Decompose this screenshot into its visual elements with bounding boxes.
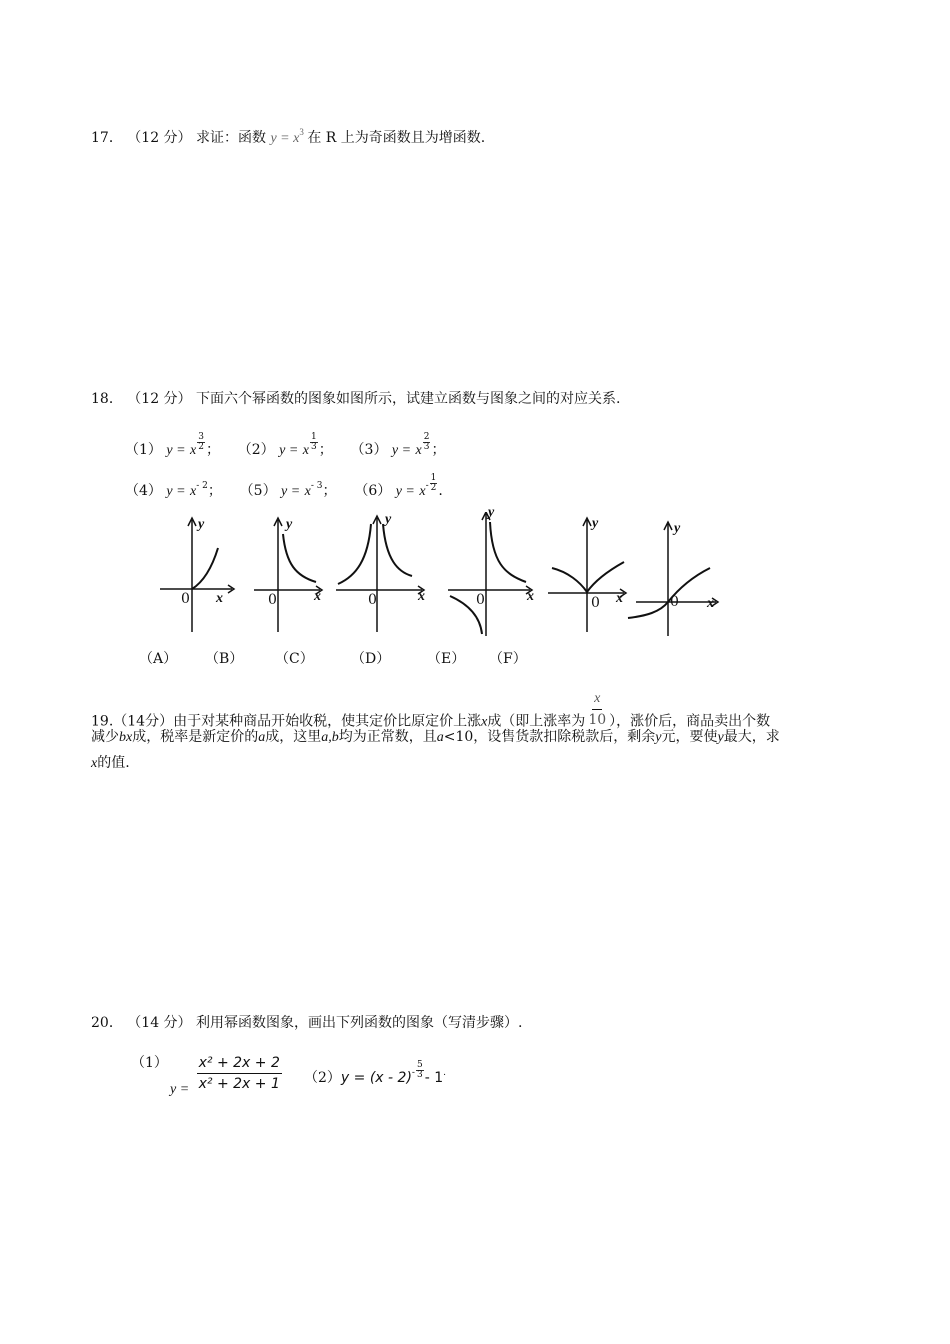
graph-b (254, 518, 322, 632)
graph-d (448, 512, 532, 636)
q19-line-1: 19.（14分）由于对某种商品开始收税，使其定价比原定价上涨x成（即上涨率为 $\frac{x}{10}$ ），涨价后，商品卖出个数 (91, 691, 771, 730)
q17-number: 17． (91, 130, 123, 146)
q20-part-2: （2）y = (x - 2)- $\frac{5}{3}$ - 1. (304, 1059, 446, 1086)
graph-label-f: （F） (489, 651, 527, 667)
q20-line (91, 1013, 522, 1033)
graph-c-ylabel: y (385, 512, 392, 527)
q20-fraction: $\frac{\text{x² + 2x + 2}}{\text{x² + 2x + 1}}$ (198, 1055, 280, 1092)
graph-label-a: （A） (139, 651, 178, 667)
graph-label-b: （B） (205, 651, 244, 667)
graph-c (336, 516, 424, 632)
q18-text: 下面六个幂函数的图象如图所示，试建立函数与图象之间的对应关系. (196, 391, 621, 407)
q19-fraction: $\frac{x}{10}$ (588, 691, 607, 728)
graph-b-origin: 0 (268, 592, 277, 608)
graph-f-ylabel: y (674, 521, 681, 536)
q17-text-before: 求证：函数 (196, 130, 266, 146)
q20-number: 20． (91, 1015, 123, 1031)
q18-functions-row-2 (125, 472, 443, 503)
q19-line-2: 减少bx成，税率是新定价的a成，这里a,b均为正常数，且a<10，设售货款扣除税款后，剩余y元，要使y最大，求 (91, 729, 780, 745)
q18-func-5: （5） $y = x^{- 3}$； (239, 481, 337, 499)
graph-b-ylabel: y (286, 517, 293, 532)
q17-line (91, 128, 485, 149)
graph-c-xlabel: x (418, 589, 425, 604)
q18-func-6: （6） y = x- $\frac{1}{2}$ . (354, 472, 443, 499)
q19-number: 19. (91, 713, 114, 730)
q18-func-3: （3） y = x $\frac{2}{3}$ ； (350, 431, 446, 458)
graph-e-xlabel: x (616, 591, 623, 606)
graph-d-xlabel: x (527, 589, 534, 604)
graph-a-ylabel: y (198, 517, 205, 532)
q20-score: （14 分） (127, 1015, 192, 1031)
graph-f-origin: 0 (670, 594, 679, 610)
graph-f (628, 522, 718, 636)
graph-label-c: （C） (275, 651, 314, 667)
q20-text: 利用幂函数图象，画出下列函数的图象（写清步骤）. (196, 1015, 523, 1031)
graph-label-d: （D） (351, 651, 391, 667)
q18-func-4: （4） $y = x^{- 2}$； (125, 481, 222, 499)
q18-func-2: （2） y = x $\frac{1}{3}$ ； (237, 431, 333, 458)
q18-score: （12 分） (127, 391, 192, 407)
graph-a-xlabel: x (216, 591, 223, 606)
graph-d-origin: 0 (476, 592, 485, 608)
q19-score: （14分） (113, 713, 174, 730)
graph-e (548, 518, 626, 632)
graph-b-xlabel: x (314, 589, 321, 604)
q20-formula-1: y = $\frac{\text{x² + 2x + 2}}{\text{x² + 2x + 1}}$ (170, 1055, 280, 1097)
q17-text-after: 在 R 上为奇函数且为增函数. (307, 130, 486, 146)
graph-a (160, 518, 234, 632)
graph-e-origin: 0 (591, 595, 600, 611)
q18-line (91, 389, 620, 409)
q19-line-3: x的值. (91, 755, 130, 771)
q17-score: （12 分） (127, 130, 192, 146)
graph-e-ylabel: y (592, 516, 599, 531)
q18-functions-row-1 (125, 431, 446, 461)
graph-d-ylabel: y (488, 505, 495, 520)
graph-c-origin: 0 (368, 592, 377, 608)
q20-part-1: （1） (131, 1055, 168, 1071)
q18-graph-labels (139, 649, 527, 669)
q17-formula: $y = x^3$ (270, 127, 304, 146)
q18-graphs (150, 512, 750, 642)
graph-a-origin: 0 (181, 591, 190, 607)
q18-number: 18． (91, 391, 123, 407)
graph-f-xlabel: x (707, 596, 714, 611)
q18-func-1: （1） y = x $\frac{3}{2}$ ； (125, 431, 220, 458)
graph-label-e: （E） (427, 651, 466, 667)
